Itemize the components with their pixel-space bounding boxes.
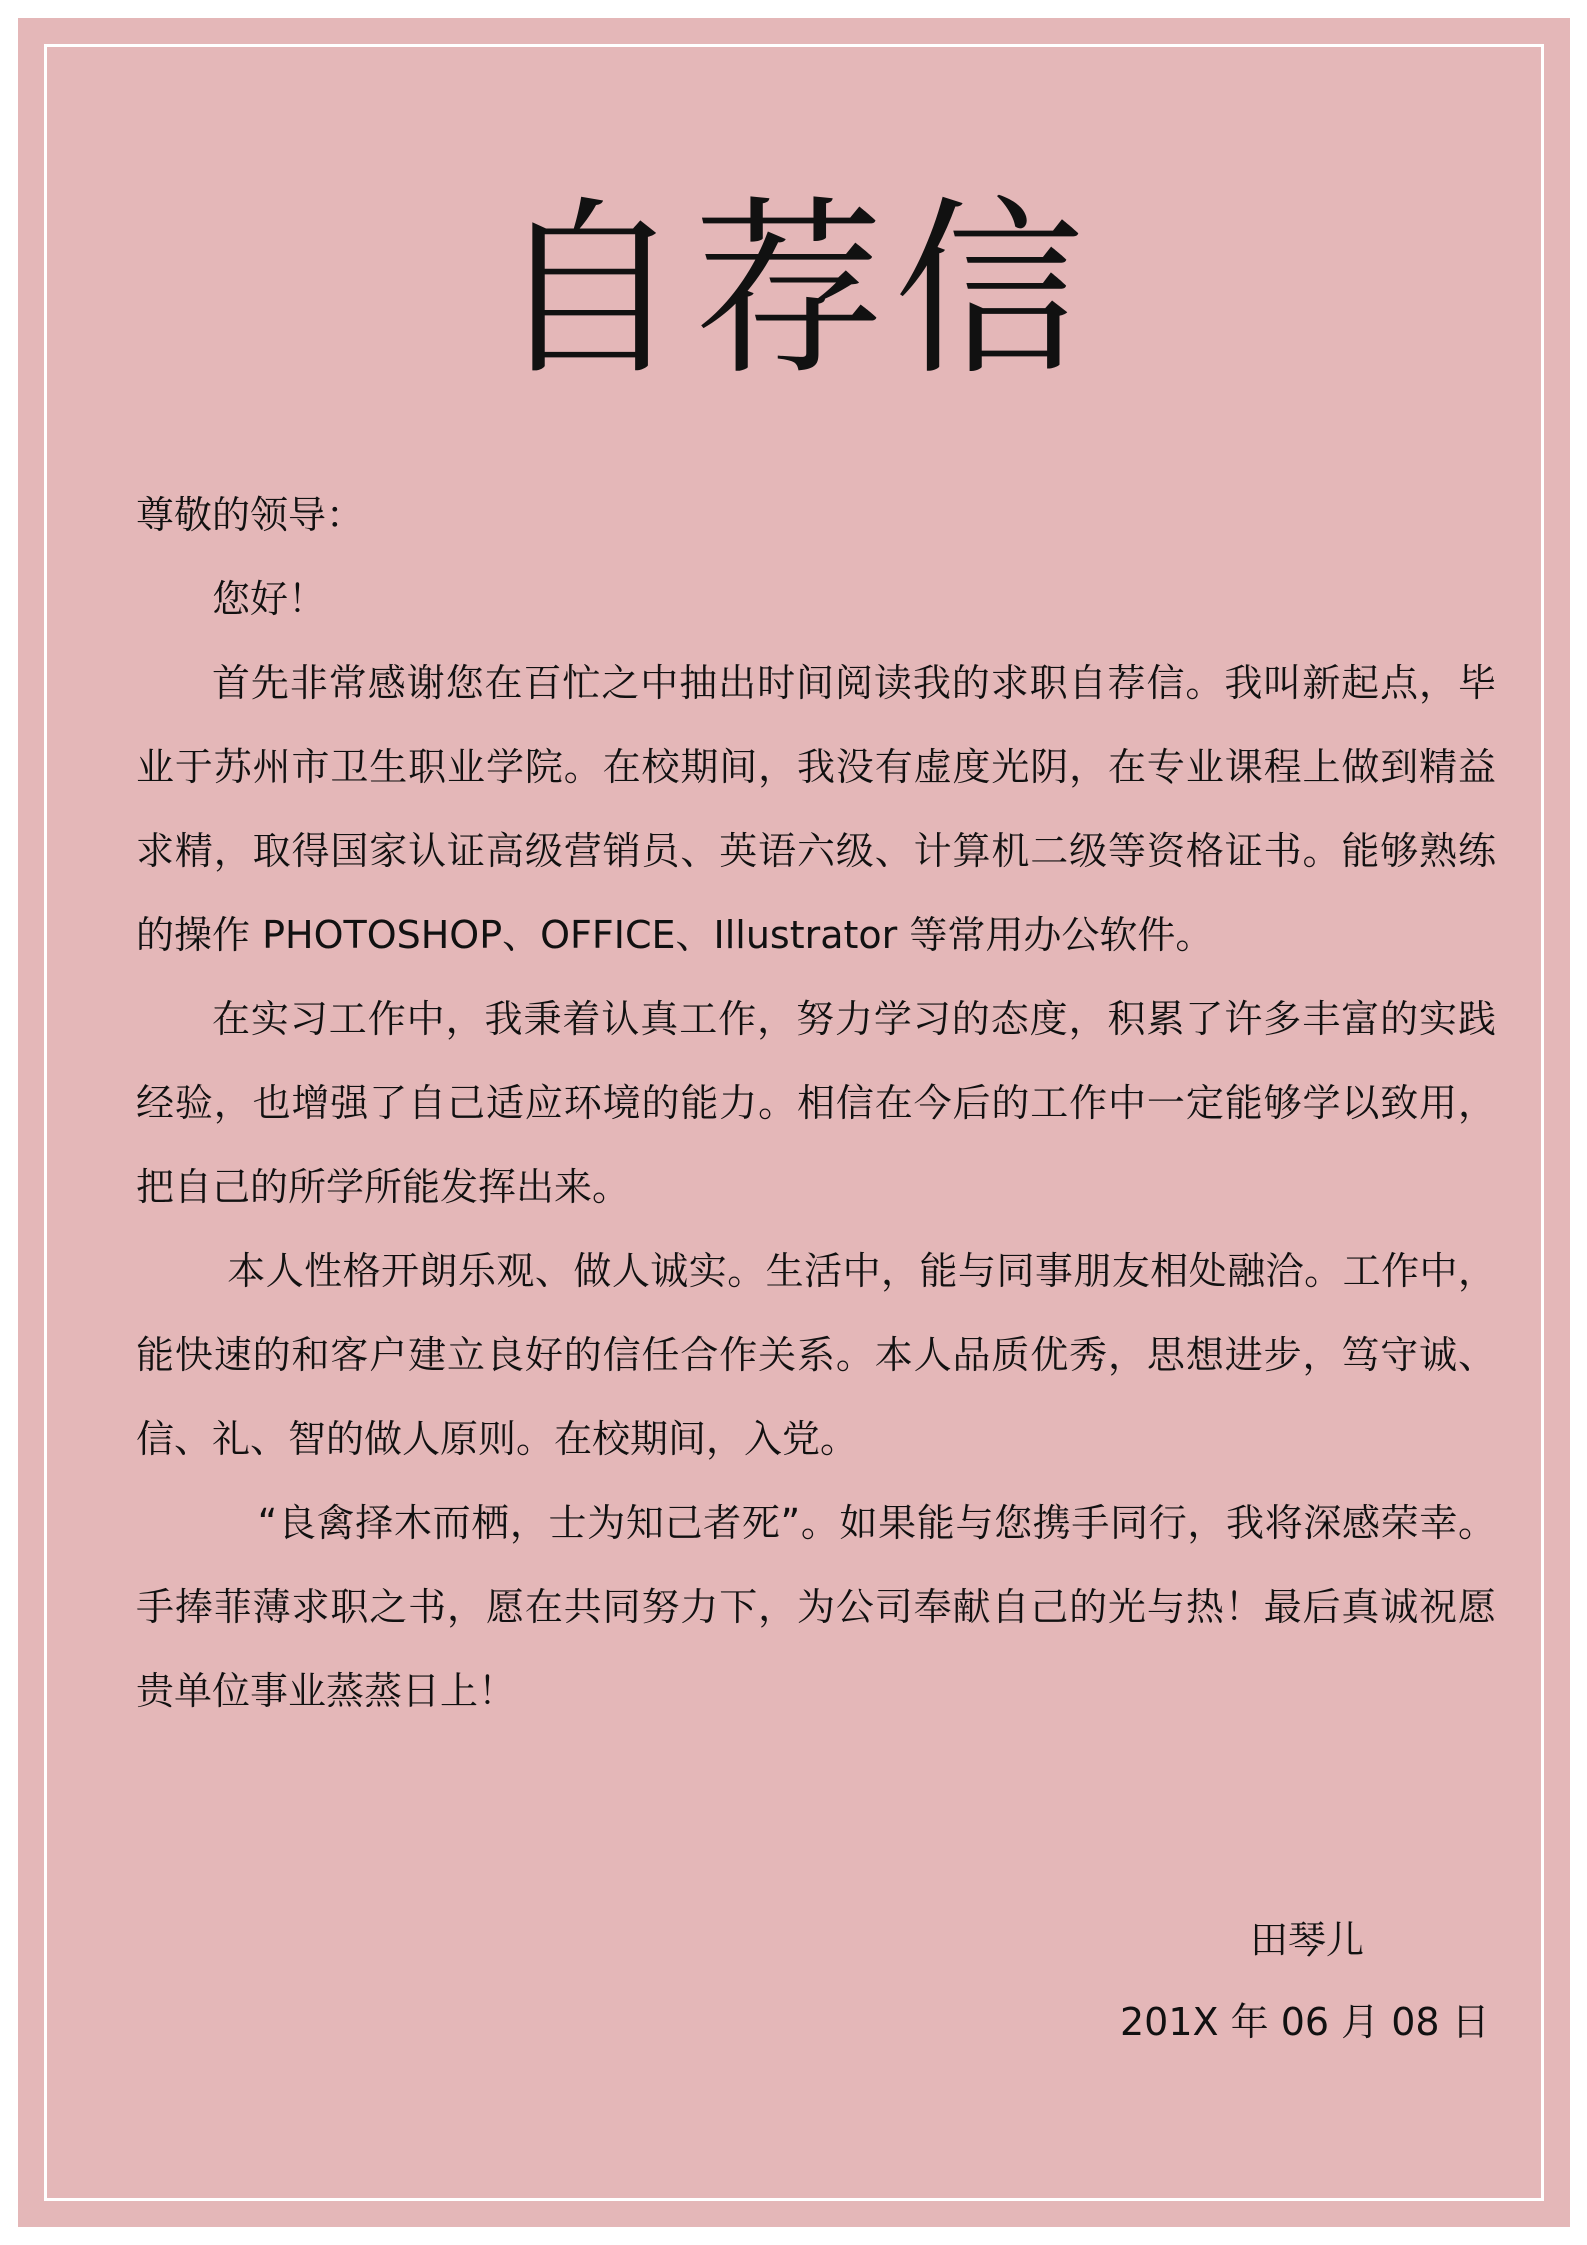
signature-name: 田琴儿	[1250, 1918, 1365, 1962]
salutation: 尊敬的领导：	[136, 493, 365, 537]
letter-body	[136, 473, 1496, 1733]
letter-title: 自荐信	[493, 180, 1094, 401]
paragraph-personality: 本人性格开朗乐观、做人诚实。生活中，能与同事朋友相处融洽。工作中，能快速的和客户建立良好的信任合作关系。本人品质优秀，思想进步，笃守诚、信、礼、智的做人原则。在校期间，入党。	[136, 1249, 1496, 1461]
paragraph-introduction: 首先非常感谢您在百忙之中抽出时间阅读我的求职自荐信。我叫新起点，毕业于苏州市卫生职业学院。在校期间，我没有虚度光阴，在专业课程上做到精益求精，取得国家认证高级营销员、英语六级、计算机二级等资格证书。能够熟练的操作 PHOTOSHOP、OFFICE、Illustrator 等常用办公软件。	[136, 661, 1496, 957]
paragraph-closing: “良禽择木而栖，士为知己者死”。如果能与您携手同行，我将深感荣幸。手捧菲薄求职之书，愿在共同努力下，为公司奉献自己的光与热！最后真诚祝愿贵单位事业蒸蒸日上！	[136, 1501, 1496, 1713]
signature-date: 201X 年 06 月 08 日	[1120, 2000, 1490, 2044]
paragraph-internship: 在实习工作中，我秉着认真工作，努力学习的态度，积累了许多丰富的实践经验，也增强了自己适应环境的能力。相信在今后的工作中一定能够学以致用，把自己的所学所能发挥出来。	[136, 997, 1496, 1209]
greeting: 您好！	[212, 577, 327, 621]
letter-page	[18, 18, 1570, 2227]
